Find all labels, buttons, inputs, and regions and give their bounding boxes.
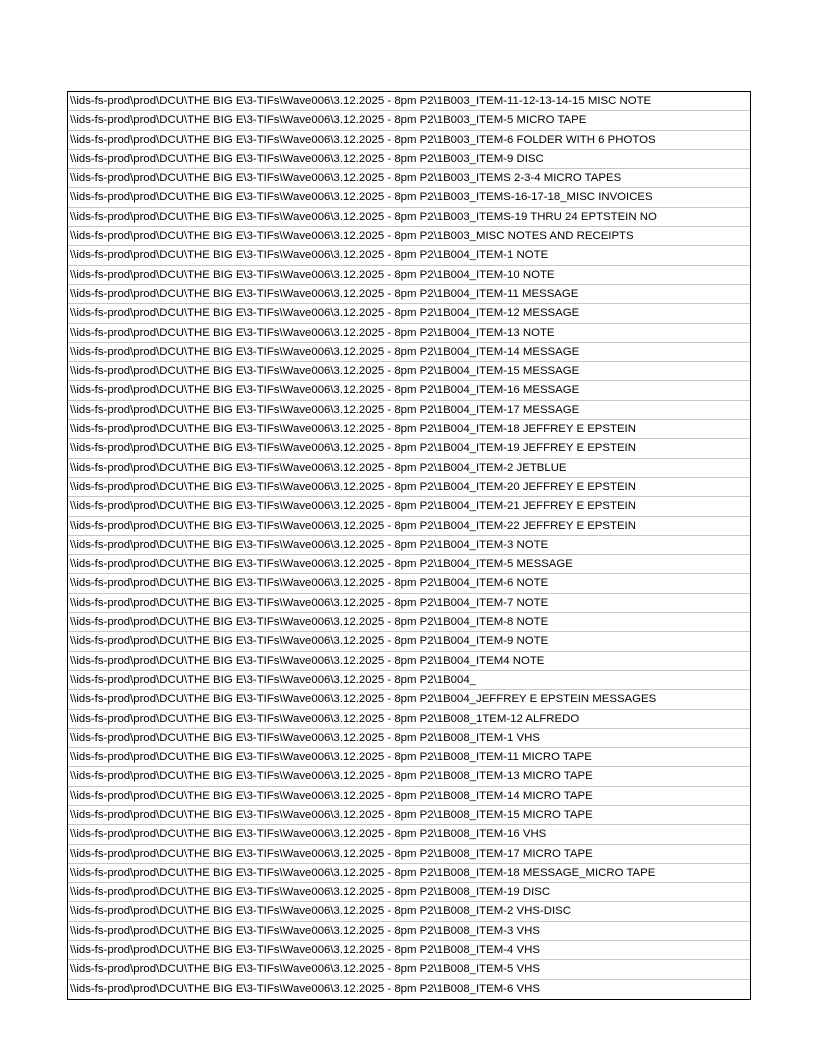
- table-row: [68, 613, 750, 632]
- table-row: [68, 497, 750, 516]
- table-row: [68, 555, 750, 574]
- file-path-cell: \\ids-fs-prod\prod\DCU\THE BIG E\3-TIFs\Wave006\3.12.2025 - 8pm P2\1B004_ITEM-18 JEFFREY E EPSTEIN: [70, 423, 636, 436]
- file-path-cell: \\ids-fs-prod\prod\DCU\THE BIG E\3-TIFs\Wave006\3.12.2025 - 8pm P2\1B003_ITEM-6 FOLDER WITH 6 PHOTOS: [70, 133, 656, 146]
- table-row: [68, 671, 750, 690]
- file-path-cell: \\ids-fs-prod\prod\DCU\THE BIG E\3-TIFs\Wave006\3.12.2025 - 8pm P2\1B004_ITEM-12 MESSAGE: [70, 307, 580, 320]
- table-row: [68, 131, 750, 150]
- table-row: [68, 266, 750, 285]
- file-path-cell: \\ids-fs-prod\prod\DCU\THE BIG E\3-TIFs\Wave006\3.12.2025 - 8pm P2\1B004_ITEM-20 JEFFREY E EPSTEIN: [70, 480, 636, 493]
- file-path-cell: \\ids-fs-prod\prod\DCU\THE BIG E\3-TIFs\Wave006\3.12.2025 - 8pm P2\1B004_ITEM4 NOTE: [70, 654, 545, 667]
- table-row: [68, 517, 750, 536]
- file-path-cell: \\ids-fs-prod\prod\DCU\THE BIG E\3-TIFs\Wave006\3.12.2025 - 8pm P2\1B004_ITEM-17 MESSAGE: [70, 403, 580, 416]
- file-path-cell: \\ids-fs-prod\prod\DCU\THE BIG E\3-TIFs\Wave006\3.12.2025 - 8pm P2\1B004_ITEM-15 MESSAGE: [70, 365, 580, 378]
- file-path-table: [67, 91, 751, 1000]
- table-row: [68, 343, 750, 362]
- table-row: [68, 111, 750, 130]
- file-path-cell: \\ids-fs-prod\prod\DCU\THE BIG E\3-TIFs\Wave006\3.12.2025 - 8pm P2\1B003_ITEMS 2-3-4 MICRO TAPES: [70, 172, 622, 185]
- file-path-cell: \\ids-fs-prod\prod\DCU\THE BIG E\3-TIFs\Wave006\3.12.2025 - 8pm P2\1B004_ITEM-6 NOTE: [70, 577, 549, 590]
- file-path-cell: \\ids-fs-prod\prod\DCU\THE BIG E\3-TIFs\Wave006\3.12.2025 - 8pm P2\1B008_ITEM-13 MICRO TAPE: [70, 770, 593, 783]
- file-path-cell: \\ids-fs-prod\prod\DCU\THE BIG E\3-TIFs\Wave006\3.12.2025 - 8pm P2\1B004_JEFFREY E EPSTEIN MESSAGES: [70, 693, 657, 706]
- table-row: [68, 806, 750, 825]
- table-row: [68, 883, 750, 902]
- table-row: [68, 845, 750, 864]
- table-row: [68, 169, 750, 188]
- file-path-cell: \\ids-fs-prod\prod\DCU\THE BIG E\3-TIFs\Wave006\3.12.2025 - 8pm P2\1B003_ITEMS-19 THRU 24 EPTSTEIN NO: [70, 210, 657, 223]
- file-path-cell: \\ids-fs-prod\prod\DCU\THE BIG E\3-TIFs\Wave006\3.12.2025 - 8pm P2\1B004_ITEM-5 MESSAGE: [70, 558, 573, 571]
- file-path-cell: \\ids-fs-prod\prod\DCU\THE BIG E\3-TIFs\Wave006\3.12.2025 - 8pm P2\1B008_ITEM-19 DISC: [70, 886, 551, 899]
- table-row: [68, 439, 750, 458]
- file-path-cell: \\ids-fs-prod\prod\DCU\THE BIG E\3-TIFs\Wave006\3.12.2025 - 8pm P2\1B004_ITEM-21 JEFFREY E EPSTEIN: [70, 500, 636, 513]
- table-row: [68, 922, 750, 941]
- file-path-cell: \\ids-fs-prod\prod\DCU\THE BIG E\3-TIFs\Wave006\3.12.2025 - 8pm P2\1B004_ITEM-13 NOTE: [70, 326, 555, 339]
- table-row: [68, 729, 750, 748]
- table-row: [68, 92, 750, 111]
- table-row: [68, 748, 750, 767]
- file-path-cell: \\ids-fs-prod\prod\DCU\THE BIG E\3-TIFs\Wave006\3.12.2025 - 8pm P2\1B008_ITEM-3 VHS: [70, 924, 540, 937]
- table-row: [68, 304, 750, 323]
- table-row: [68, 381, 750, 400]
- file-path-cell: \\ids-fs-prod\prod\DCU\THE BIG E\3-TIFs\Wave006\3.12.2025 - 8pm P2\1B008_ITEM-18 MESSAGE_MICRO TAPE: [70, 866, 656, 879]
- file-path-cell: \\ids-fs-prod\prod\DCU\THE BIG E\3-TIFs\Wave006\3.12.2025 - 8pm P2\1B008_ITEM-17 MICRO TAPE: [70, 847, 593, 860]
- table-row: [68, 227, 750, 246]
- file-path-cell: \\ids-fs-prod\prod\DCU\THE BIG E\3-TIFs\Wave006\3.12.2025 - 8pm P2\1B003_MISC NOTES AND RECEIPTS: [70, 230, 634, 243]
- file-path-cell: \\ids-fs-prod\prod\DCU\THE BIG E\3-TIFs\Wave006\3.12.2025 - 8pm P2\1B004_ITEM-2 JETBLUE: [70, 461, 567, 474]
- table-row: [68, 478, 750, 497]
- file-path-cell: \\ids-fs-prod\prod\DCU\THE BIG E\3-TIFs\Wave006\3.12.2025 - 8pm P2\1B003_ITEM-11-12-13-14-15 MISC NOTE: [70, 95, 652, 107]
- table-row: [68, 246, 750, 265]
- file-path-cell: \\ids-fs-prod\prod\DCU\THE BIG E\3-TIFs\Wave006\3.12.2025 - 8pm P2\1B004_ITEM-9 NOTE: [70, 635, 549, 648]
- table-row: [68, 285, 750, 304]
- table-row: [68, 574, 750, 593]
- file-path-cell: \\ids-fs-prod\prod\DCU\THE BIG E\3-TIFs\Wave006\3.12.2025 - 8pm P2\1B004_ITEM-10 NOTE: [70, 268, 555, 281]
- table-row: [68, 980, 750, 999]
- table-row: [68, 825, 750, 844]
- table-row: [68, 767, 750, 786]
- file-path-cell: \\ids-fs-prod\prod\DCU\THE BIG E\3-TIFs\Wave006\3.12.2025 - 8pm P2\1B004_ITEM-16 MESSAGE: [70, 384, 580, 397]
- file-path-cell: \\ids-fs-prod\prod\DCU\THE BIG E\3-TIFs\Wave006\3.12.2025 - 8pm P2\1B004_ITEM-22 JEFFREY E EPSTEIN: [70, 519, 636, 532]
- table-row: [68, 362, 750, 381]
- table-row: [68, 420, 750, 439]
- table-row: [68, 632, 750, 651]
- file-path-cell: \\ids-fs-prod\prod\DCU\THE BIG E\3-TIFs\Wave006\3.12.2025 - 8pm P2\1B008_ITEM-2 VHS-DISC: [70, 905, 571, 918]
- file-path-cell: \\ids-fs-prod\prod\DCU\THE BIG E\3-TIFs\Wave006\3.12.2025 - 8pm P2\1B008_1TEM-12 ALFREDO: [70, 712, 580, 725]
- file-path-cell: \\ids-fs-prod\prod\DCU\THE BIG E\3-TIFs\Wave006\3.12.2025 - 8pm P2\1B004_ITEM-3 NOTE: [70, 538, 549, 551]
- table-row: [68, 902, 750, 921]
- table-row: [68, 787, 750, 806]
- file-path-cell: \\ids-fs-prod\prod\DCU\THE BIG E\3-TIFs\Wave006\3.12.2025 - 8pm P2\1B008_ITEM-5 VHS: [70, 963, 540, 976]
- table-row: [68, 960, 750, 979]
- file-path-cell: \\ids-fs-prod\prod\DCU\THE BIG E\3-TIFs\Wave006\3.12.2025 - 8pm P2\1B004_ITEM-19 JEFFREY E EPSTEIN: [70, 442, 636, 455]
- file-path-cell: \\ids-fs-prod\prod\DCU\THE BIG E\3-TIFs\Wave006\3.12.2025 - 8pm P2\1B008_ITEM-11 MICRO TAPE: [70, 751, 592, 764]
- file-path-cell: \\ids-fs-prod\prod\DCU\THE BIG E\3-TIFs\Wave006\3.12.2025 - 8pm P2\1B008_ITEM-6 VHS: [70, 982, 540, 995]
- file-path-cell: \\ids-fs-prod\prod\DCU\THE BIG E\3-TIFs\Wave006\3.12.2025 - 8pm P2\1B004_ITEM-1 NOTE: [70, 249, 549, 262]
- table-row: [68, 941, 750, 960]
- file-path-cell: \\ids-fs-prod\prod\DCU\THE BIG E\3-TIFs\Wave006\3.12.2025 - 8pm P2\1B004_ITEM-14 MESSAGE: [70, 345, 580, 358]
- file-path-cell: \\ids-fs-prod\prod\DCU\THE BIG E\3-TIFs\Wave006\3.12.2025 - 8pm P2\1B004_ITEM-7 NOTE: [70, 596, 549, 609]
- table-row: [68, 710, 750, 729]
- file-path-cell: \\ids-fs-prod\prod\DCU\THE BIG E\3-TIFs\Wave006\3.12.2025 - 8pm P2\1B008_ITEM-15 MICRO TAPE: [70, 808, 593, 821]
- file-path-cell: \\ids-fs-prod\prod\DCU\THE BIG E\3-TIFs\Wave006\3.12.2025 - 8pm P2\1B004_: [70, 673, 477, 686]
- file-path-cell: \\ids-fs-prod\prod\DCU\THE BIG E\3-TIFs\Wave006\3.12.2025 - 8pm P2\1B008_ITEM-14 MICRO TAPE: [70, 789, 593, 802]
- file-path-cell: \\ids-fs-prod\prod\DCU\THE BIG E\3-TIFs\Wave006\3.12.2025 - 8pm P2\1B003_ITEM-5 MICRO TAPE: [70, 114, 587, 127]
- table-row: [68, 536, 750, 555]
- table-row: [68, 324, 750, 343]
- table-row: [68, 459, 750, 478]
- file-path-cell: \\ids-fs-prod\prod\DCU\THE BIG E\3-TIFs\Wave006\3.12.2025 - 8pm P2\1B003_ITEMS-16-17-18_MISC INVOICES: [70, 191, 653, 204]
- table-row: [68, 690, 750, 709]
- file-path-cell: \\ids-fs-prod\prod\DCU\THE BIG E\3-TIFs\Wave006\3.12.2025 - 8pm P2\1B003_ITEM-9 DISC: [70, 152, 544, 165]
- table-row: [68, 188, 750, 207]
- table-row: [68, 150, 750, 169]
- table-row: [68, 208, 750, 227]
- file-path-cell: \\ids-fs-prod\prod\DCU\THE BIG E\3-TIFs\Wave006\3.12.2025 - 8pm P2\1B004_ITEM-11 MESSAGE: [70, 287, 579, 300]
- file-path-cell: \\ids-fs-prod\prod\DCU\THE BIG E\3-TIFs\Wave006\3.12.2025 - 8pm P2\1B004_ITEM-8 NOTE: [70, 616, 549, 629]
- table-row: [68, 864, 750, 883]
- file-path-cell: \\ids-fs-prod\prod\DCU\THE BIG E\3-TIFs\Wave006\3.12.2025 - 8pm P2\1B008_ITEM-1 VHS: [70, 731, 540, 744]
- file-path-cell: \\ids-fs-prod\prod\DCU\THE BIG E\3-TIFs\Wave006\3.12.2025 - 8pm P2\1B008_ITEM-4 VHS: [70, 944, 540, 957]
- table-row: [68, 401, 750, 420]
- table-row: [68, 652, 750, 671]
- table-row: [68, 594, 750, 613]
- file-path-cell: \\ids-fs-prod\prod\DCU\THE BIG E\3-TIFs\Wave006\3.12.2025 - 8pm P2\1B008_ITEM-16 VHS: [70, 828, 547, 841]
